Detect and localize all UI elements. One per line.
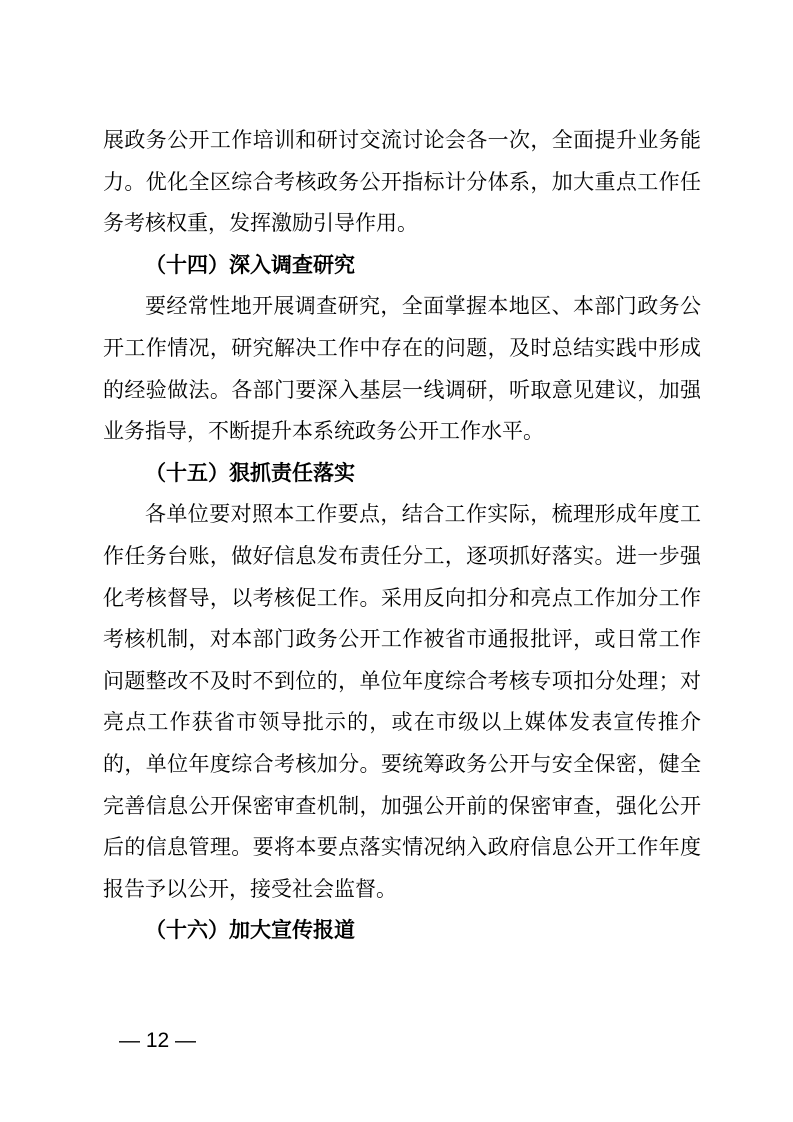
paragraph-continuation: 展政务公开工作培训和研讨交流讨论会各一次，全面提升业务能力。优化全区综合考核政务公开指标计分体系，加大重点工作任务考核权重，发挥激励引导作用。 [103, 129, 701, 236]
paragraph-section-15: 各单位要对照本工作要点，结合工作实际，梳理形成年度工作任务台账，做好信息发布责任分工，逐项抓好落实。进一步强化考核督导，以考核促工作。采用反向扣分和亮点工作加分工作考核机制，对本部门政务公开工作被省市通报批评，或日常工作问题整改不及时不到位的，单位年度综合考核专项扣分处理；对亮点工作获省市领导批示的，或在市级以上媒体发表宣传推介的，单位年度综合考核加分。要统筹政务公开与安全保密，健全完善信息公开保密审查机制，加强公开前的保密审查，强化公开后的信息管理。要将本要点落实情况纳入政府信息公开工作年度报告予以公开，接受社会监督。 [103, 503, 701, 901]
page-number: — 12 — [119, 1029, 197, 1052]
section-heading-16: （十六）加大宣传报道 [145, 919, 355, 943]
section-heading-15: （十五）狠抓责任落实 [145, 461, 355, 485]
document-body [103, 120, 701, 952]
paragraph-section-14: 要经常性地开展调查研究，全面掌握本地区、本部门政务公开工作情况，研究解决工作中存在的问题，及时总结实践中形成的经验做法。各部门要深入基层一线调研，听取意见建议，加强业务指导，不断提升本系统政务公开工作水平。 [103, 295, 701, 444]
section-heading-14: （十四）深入调查研究 [145, 253, 355, 277]
